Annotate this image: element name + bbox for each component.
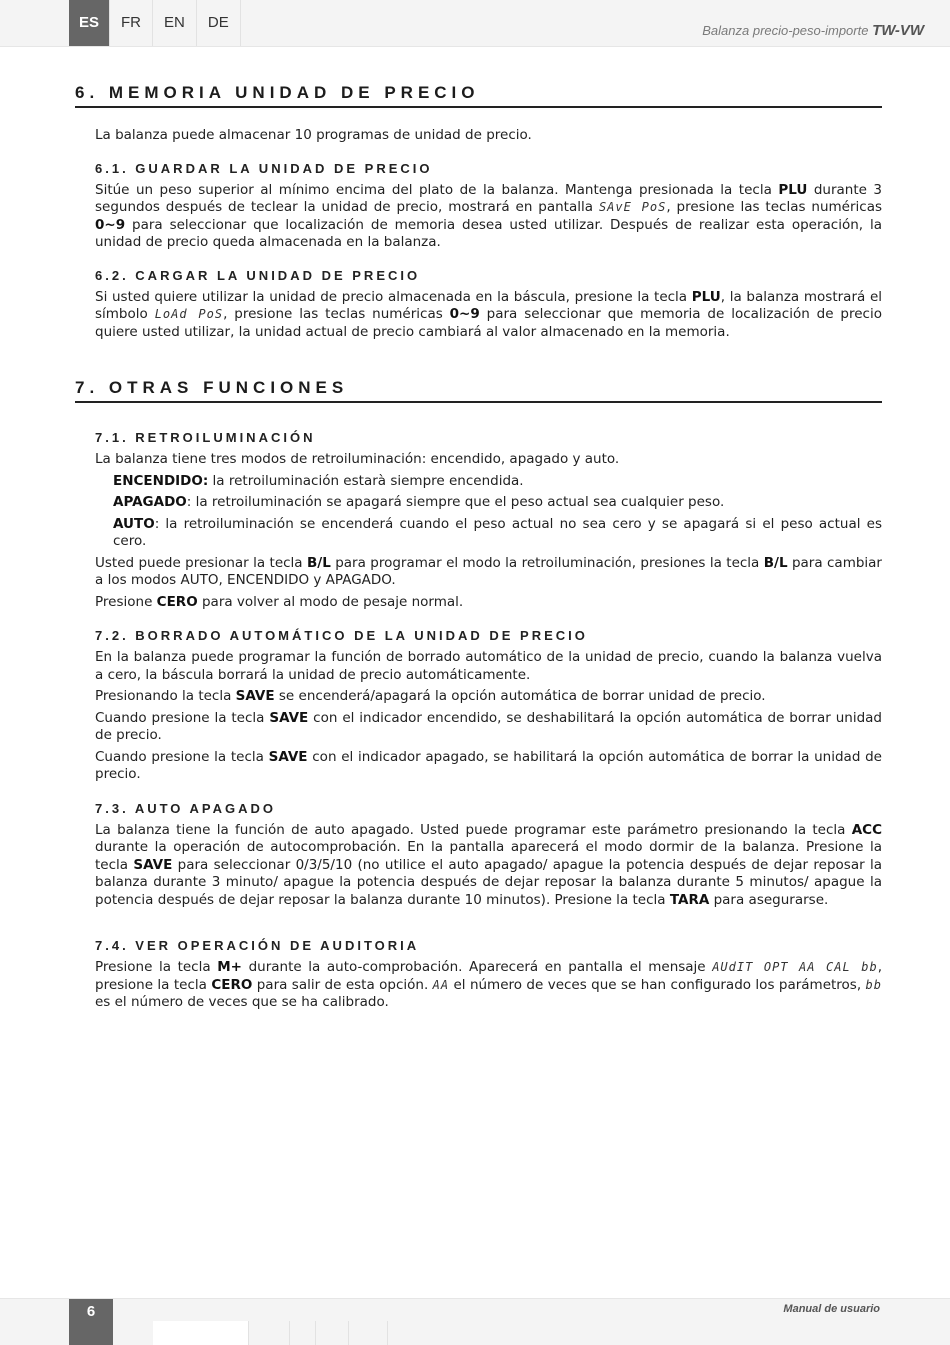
section-7-2-title: 7.2. BORRADO AUTOMÁTICO DE LA UNIDAD DE PRECIO [95,628,588,643]
model-name: TW-VW [872,22,924,39]
section-7-1-bl: Usted puede presionar la tecla B/L para programar el modo la retroiluminación, presiones la tecla B/L para cambiar a los modos AUTO, ENCENDIDO y APAGADO. [95,554,882,588]
section-6-title: 6. MEMORIA UNIDAD DE PRECIO [75,83,882,108]
page-number: 6 [69,1299,113,1345]
lcd-load-pos: LoAd PoS [154,307,224,321]
lcd-save-pos: SAvE PoS [598,200,667,214]
section-7-1-title: 7.1. RETROILUMINACIÓN [95,430,316,445]
section-7-2-p2: Presionando la tecla SAVE se encenderá/apagará la opción automática de borrar unidad de precio. [95,688,766,704]
section-7-3-text: La balanza tiene la función de auto apagado. Usted puede programar este parámetro presionando la tecla ACC durante la operación de autocomprobación. En la pantalla aparecerá el modo dormir de la balanza. Presione la tecla SAVE para seleccionar 0/3/5/10 (no utilice el auto apagado/ apague la potencia después de dejar reposar la balanza durante 3 minuto/ apague la potencia después de dejar reposar la balanza durante 5 minutos/ apague la potencia después de dejar reposar la balanza durante 10 minutos). Presione la tecla TARA para asegurarse. [95,821,882,908]
lcd-aa: AA [432,977,450,992]
section-7-2-p1: En la balanza puede programar la función de borrado automático de la unidad de precio, cuando la balanza vuelva a cero, la báscula borrará la unidad de precio automáticamente. [95,649,882,683]
document-title [702,22,924,39]
section-7-2-p4: Cuando presione la tecla SAVE con el indicador apagado, se habilitará la opción automática de borrar la unidad de precio. [95,748,882,782]
footer-tab [349,1321,388,1345]
tab-fr[interactable]: FR [110,0,153,46]
section-7-4-text: Presione la tecla M+ durante la auto-comprobación. Aparecerá en pantalla el mensaje AUdIT OPT AA CAL bb, presione la tecla CERO para salir de esta opción. AA el número de veces que se han configurado los parámetros, bb es el número de veces que se ha calibrado. [95,959,882,1010]
mode-apagado: APAGADO: la retroiluminación se apagará siempre que el peso actual sea cualquier peso. [113,494,725,510]
tab-es[interactable]: ES [69,0,110,46]
footer-tab [290,1321,316,1345]
section-6-1-text: Sitúe un peso superior al mínimo encima del plato de la balanza. Mantenga presionada la tecla PLU durante 3 segundos después de teclear la unidad de precio, mostrará en pantalla SAvE PoS, presione las teclas numéricas 0~9 para seleccionar que localización de memoria desea usted utilizar. Después de realizar esta operación, la unidad de precio queda almacenada en la balanza. [95,181,882,250]
section-7-4-title: 7.4. VER OPERACIÓN DE AUDITORIA [95,938,420,953]
tab-de[interactable]: DE [197,0,241,46]
document-title-text: Balanza precio-peso-importe [702,23,869,38]
footer-tabs [153,1321,388,1345]
section-6-2-title: 6.2. CARGAR LA UNIDAD DE PRECIO [95,267,421,283]
section-6-1-title: 6.1. GUARDAR LA UNIDAD DE PRECIO [95,160,433,176]
page-content [75,83,882,1012]
lcd-audit-message: AUdIT OPT AA CAL bb [712,960,878,974]
section-7-3-title: 7.3. AUTO APAGADO [95,800,277,816]
section-6-2-text: Si usted quiere utilizar la unidad de precio almacenada en la báscula, presione la tecla PLU, la balanza mostrará el símbolo LoAd PoS, presione las teclas numéricas 0~9 para seleccionar que memoria de localización de precio quiere usted utilizar, la unidad actual de precio cambiará al valor almacenado en la memoria. [95,288,883,340]
tab-en[interactable]: EN [153,0,197,46]
section-7-1-intro: La balanza tiene tres modos de retroiluminación: encendido, apagado y auto. [95,451,620,467]
footer-tab [316,1321,349,1345]
mode-encendido: ENCENDIDO: la retroiluminación estarà siempre encendida. [113,472,524,489]
section-7 [75,429,882,1012]
footer-tab [153,1321,249,1345]
footer-manual-label: Manual de usuario [783,1303,880,1315]
section-6 [75,127,882,341]
section-6-intro: La balanza puede almacenar 10 programas de unidad de precio. [95,127,532,143]
footer-tab [249,1321,290,1345]
language-tabs [69,0,241,46]
section-7-2-p3: Cuando presione la tecla SAVE con el indicador encendido, se deshabilitará la opción automática de borrar unidad de precio. [95,709,882,743]
section-7-1-cero: Presione CERO para volver al modo de pesaje normal. [95,593,464,610]
top-bar [0,0,950,47]
mode-auto: AUTO: la retroiluminación se encenderá cuando el peso actual no sea cero y se apagará si el peso actual es cero. [113,515,882,549]
lcd-bb: bb [865,977,882,992]
footer-bar [0,1298,950,1345]
section-7-title: 7. OTRAS FUNCIONES [75,378,882,403]
